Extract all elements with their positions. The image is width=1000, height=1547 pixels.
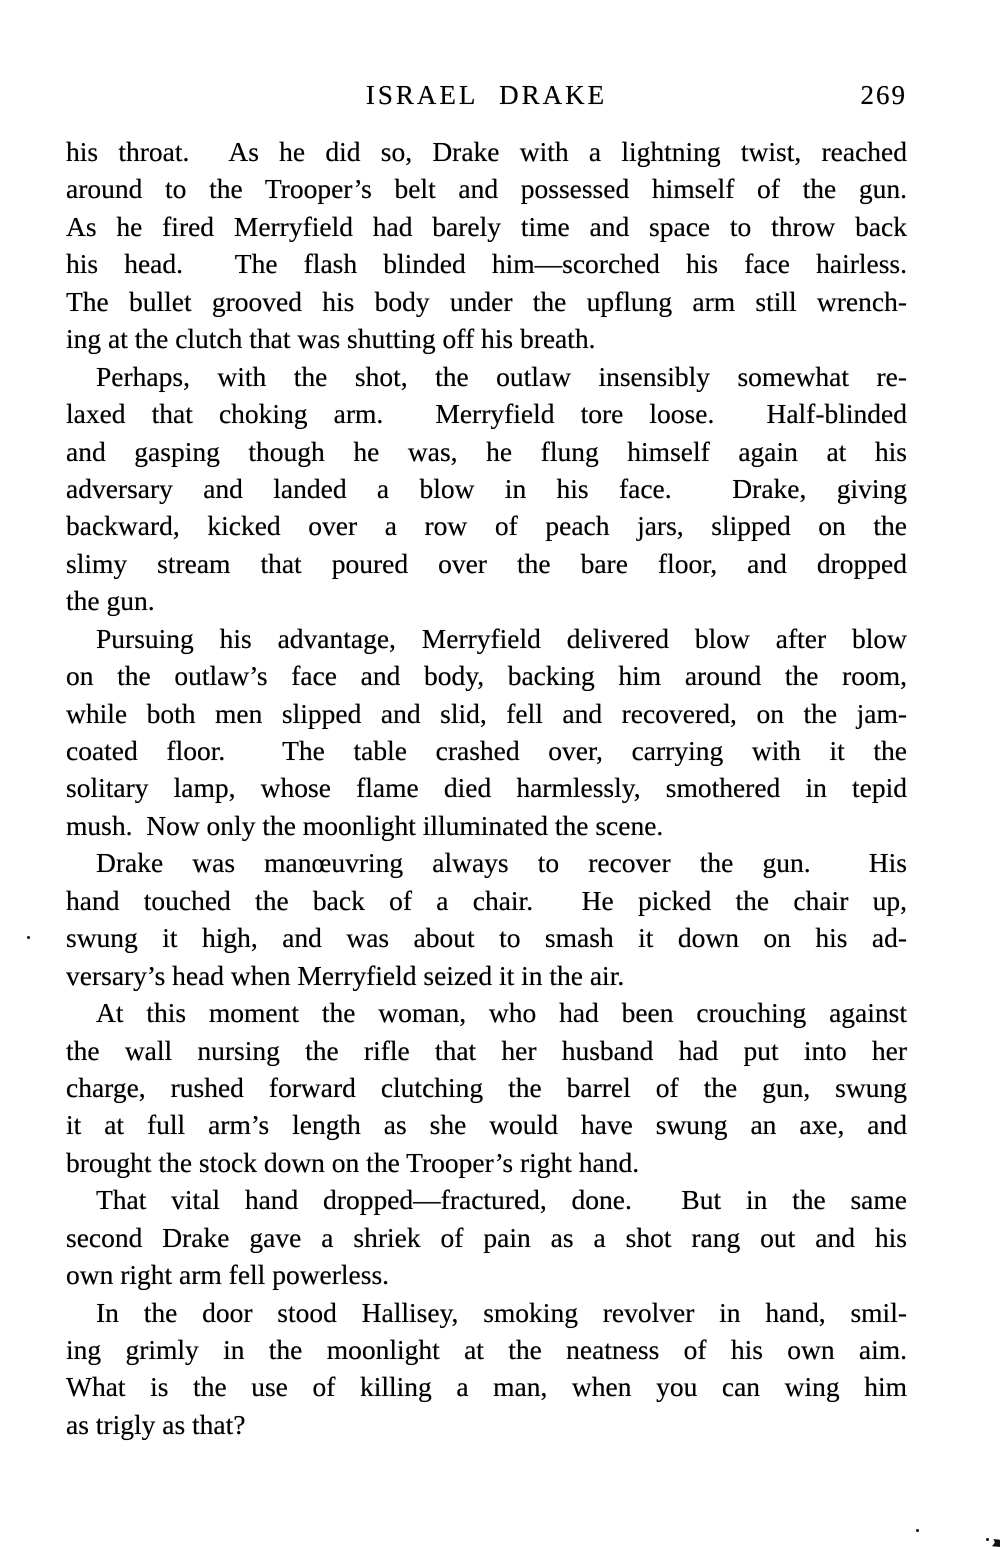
text-line: At this moment the woman, who had been crouching against	[96, 997, 907, 1029]
text-line: brought the stock down on the Trooper’s right hand.	[66, 1146, 640, 1178]
text-line: adversary and landed a blow in his face. Drake, giving	[66, 472, 907, 504]
text-line: own right arm fell powerless.	[66, 1259, 390, 1291]
paragraph	[66, 1294, 907, 1444]
text-line: Pursuing his advantage, Merryfield delivered blow after blow	[96, 622, 907, 654]
text-line: second Drake gave a shriek of pain as a shot rang out and his	[66, 1221, 907, 1253]
text-line: around to the Trooper’s belt and possessed himself of the gun.	[66, 173, 907, 205]
text-line: hand touched the back of a chair. He picked the chair up,	[66, 884, 907, 916]
text-line: slimy stream that poured over the bare floor, and dropped	[66, 547, 907, 579]
text-line: swung it high, and was about to smash it down on his ad-	[66, 922, 907, 954]
text-line: the gun.	[66, 585, 155, 617]
body-text	[66, 133, 907, 1443]
scan-speck	[916, 1529, 919, 1532]
text-line: That vital hand dropped—fractured, done. But in the same	[96, 1184, 907, 1216]
text-line: while both men slipped and slid, fell and recovered, on the jam-	[66, 697, 907, 729]
text-line: as trigly as that?	[66, 1408, 246, 1440]
text-line: solitary lamp, whose flame died harmlessly, smothered in tepid	[66, 772, 907, 804]
page-header	[66, 80, 907, 114]
text-line: on the outlaw’s face and body, backing him around the room,	[66, 660, 907, 692]
paragraph	[66, 1181, 907, 1293]
text-line: and gasping though he was, he flung himself again at his	[66, 435, 907, 467]
paragraph	[66, 358, 907, 620]
text-line: In the door stood Hallisey, smoking revolver in hand, smil-	[96, 1296, 907, 1328]
text-line: What is the use of killing a man, when you can wing him	[66, 1371, 907, 1403]
text-line: As he fired Merryfield had barely time and space to throw back	[66, 210, 907, 242]
text-line: mush. Now only the moonlight illuminated the scene.	[66, 809, 664, 841]
text-line: backward, kicked over a row of peach jars, slipped on the	[66, 510, 907, 542]
paragraph	[66, 133, 907, 358]
text-line: laxed that choking arm. Merryfield tore loose. Half-blinded	[66, 398, 907, 430]
paragraph	[66, 844, 907, 994]
paragraph	[66, 994, 907, 1181]
scan-speck	[986, 1536, 1000, 1547]
text-line: his head. The flash blinded him—scorched his face hairless.	[66, 248, 907, 280]
text-line: Drake was manœuvring always to recover the gun. His	[96, 847, 907, 879]
text-line: ing grimly in the moonlight at the neatness of his own aim.	[66, 1334, 907, 1365]
page-number: 269	[860, 80, 907, 110]
text-line: ing at the clutch that was shutting off his breath.	[66, 323, 596, 355]
text-line: coated floor. The table crashed over, carrying with it the	[66, 735, 907, 766]
text-line: The bullet grooved his body under the upflung arm still wrench-	[66, 285, 907, 317]
text-line: it at full arm’s length as she would have swung an axe, and	[66, 1109, 907, 1141]
text-line: versary’s head when Merryfield seized it in the air.	[66, 959, 625, 991]
text-line: charge, rushed forward clutching the barrel of the gun, swung	[66, 1071, 907, 1103]
paragraph	[66, 620, 907, 845]
text-line: the wall nursing the rifle that her husband had put into her	[66, 1034, 907, 1066]
running-title: ISRAEL DRAKE	[365, 80, 608, 110]
scan-speck	[27, 936, 30, 939]
text-line: his throat. As he did so, Drake with a lightning twist, reached	[66, 136, 907, 167]
text-line: Perhaps, with the shot, the outlaw insensibly somewhat re-	[96, 360, 907, 392]
